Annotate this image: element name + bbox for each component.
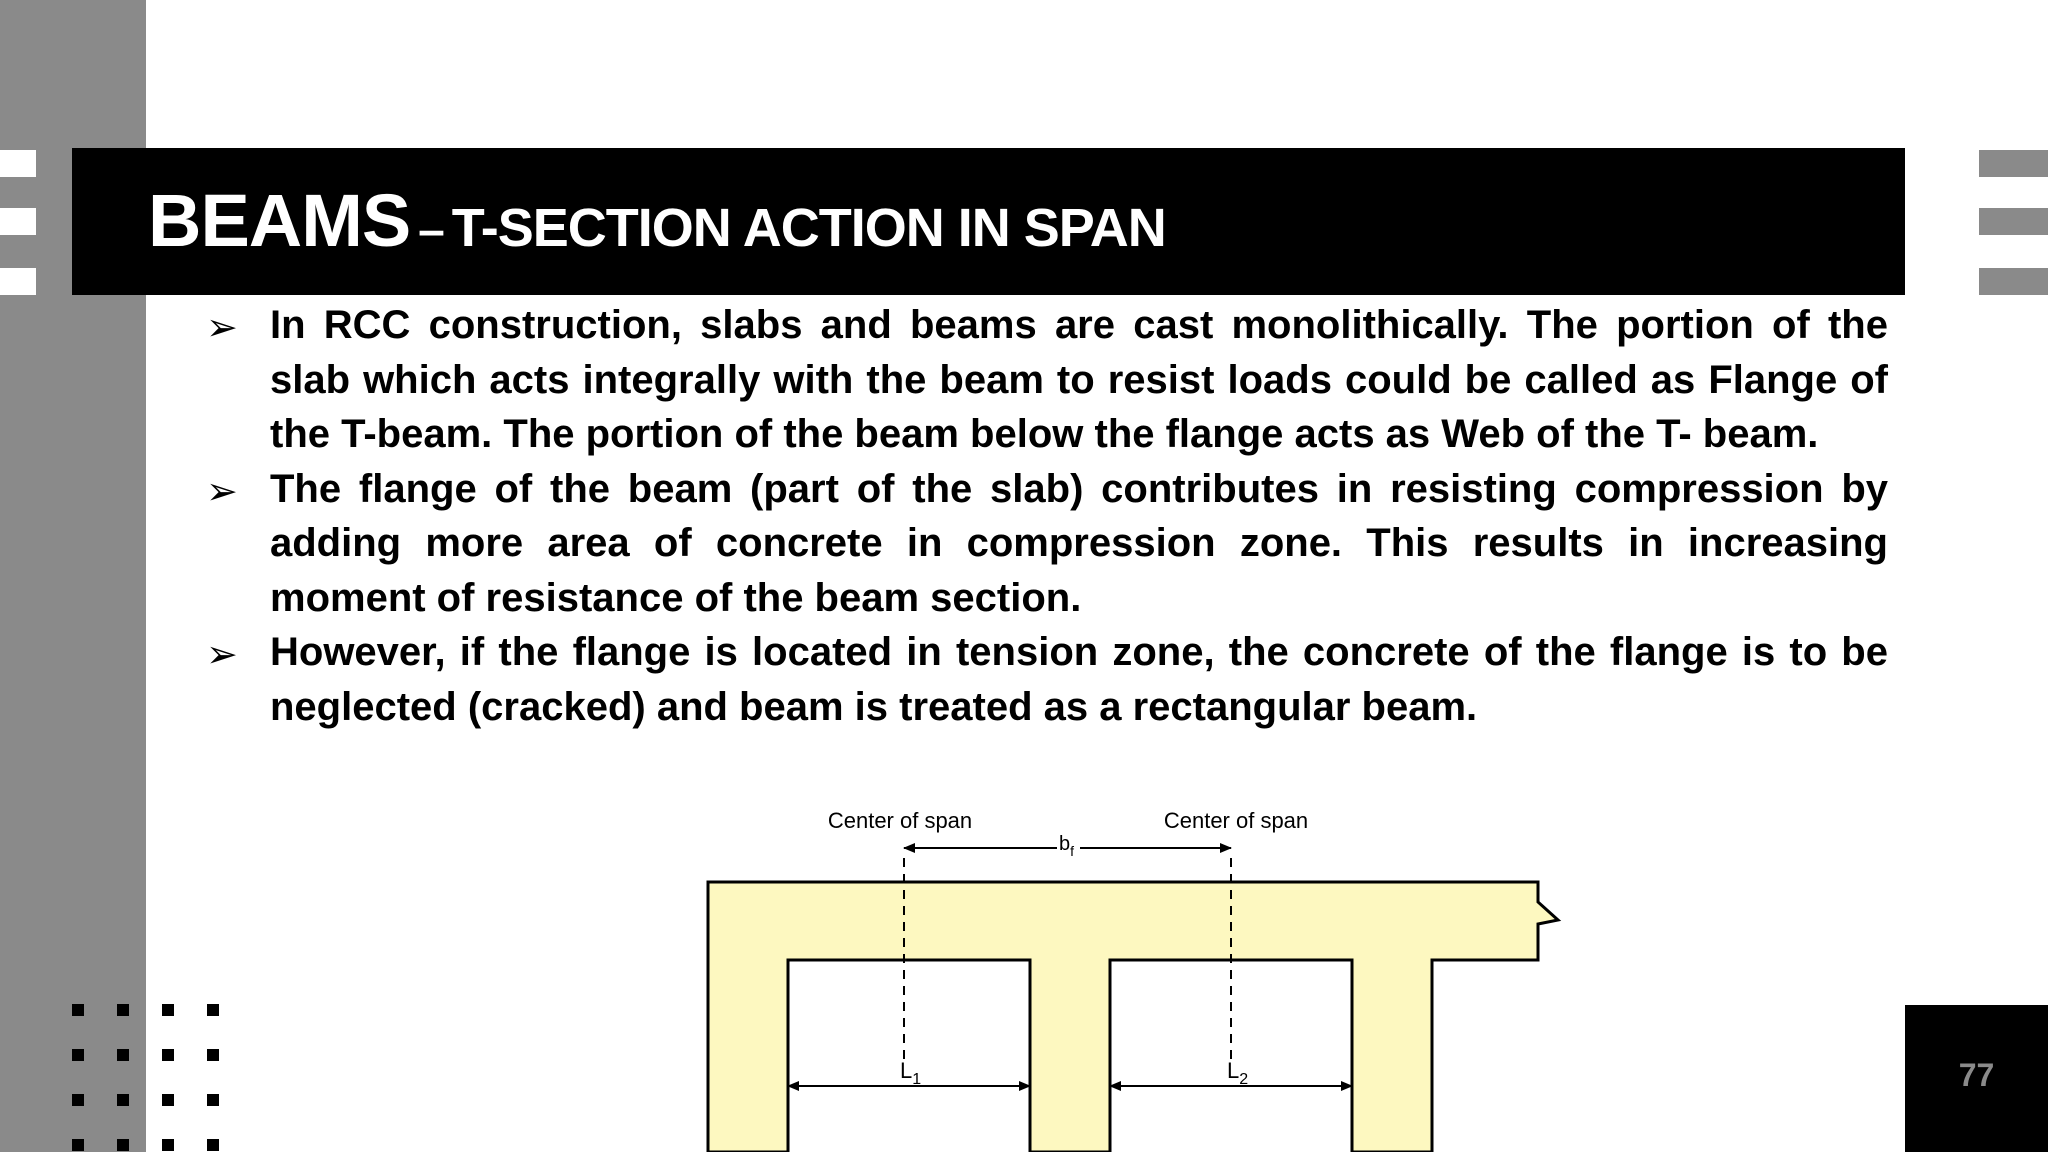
title-separator: – [418, 204, 444, 257]
bullet-text: The flange of the beam (part of the slab) contributes in resisting compression by adding more area of concrete in compression zone. This results in increasing moment of resistance of the beam section. [270, 466, 1888, 620]
right-decor-bar [1979, 150, 2048, 177]
left-decor-bar [0, 268, 36, 295]
page-number: 77 [1958, 1057, 1995, 1093]
bf-label-sub: f [1070, 843, 1075, 859]
term-web: Web [1441, 412, 1526, 456]
left-decor-bar [0, 150, 36, 177]
left-decor-bar [0, 208, 36, 235]
l2-label-main: L [1227, 1058, 1240, 1083]
slide-title [148, 178, 1166, 263]
bullet-item [200, 625, 1888, 734]
arrow-bullet-icon: ➢ [206, 632, 238, 676]
page-number-box [1905, 1005, 2048, 1152]
bullet-text [270, 298, 1888, 462]
bf-label-main: b [1059, 833, 1071, 855]
bullet-text-part: of the T-beam. The portion of the beam below the flange acts as [270, 357, 1888, 456]
t-beam-section [708, 882, 1558, 1152]
title-banner [72, 148, 1905, 295]
term-flange: Flange [1708, 357, 1838, 402]
decor-dot-grid [64, 994, 244, 1152]
l1-label-main: L [900, 1058, 913, 1083]
title-subtitle: T-SECTION ACTION IN SPAN [451, 198, 1166, 258]
bullet-list [200, 298, 1888, 734]
center-of-span-label-left: Center of span [827, 808, 973, 833]
l1-label [900, 1058, 921, 1088]
arrow-bullet-icon: ➢ [206, 305, 238, 349]
t-beam-diagram [690, 800, 1590, 1152]
bullet-item [200, 298, 1888, 462]
l2-label [1227, 1058, 1248, 1088]
bullet-text-part: In RCC construction, slabs and beams are cast monolithically. The portion of the slab which acts integrally with the beam to resist loads could be called as [270, 303, 1888, 402]
right-decor-bar [1979, 268, 2048, 295]
bullet-text-part: of the T- beam. [1525, 412, 1819, 456]
center-of-span-label-right: Center of span [1163, 808, 1309, 833]
right-decor-bar [1979, 208, 2048, 235]
arrow-bullet-icon: ➢ [206, 468, 238, 513]
bf-label [1059, 833, 1074, 859]
l1-label-sub: 1 [912, 1071, 922, 1088]
l2-label-sub: 2 [1239, 1071, 1249, 1088]
title-main: BEAMS [148, 179, 411, 262]
bullet-text: However, if the flange is located in tension zone, the concrete of the flange is to be neglected (cracked) and beam is treated as a rectangular beam. [270, 630, 1888, 729]
bullet-item [200, 462, 1888, 626]
